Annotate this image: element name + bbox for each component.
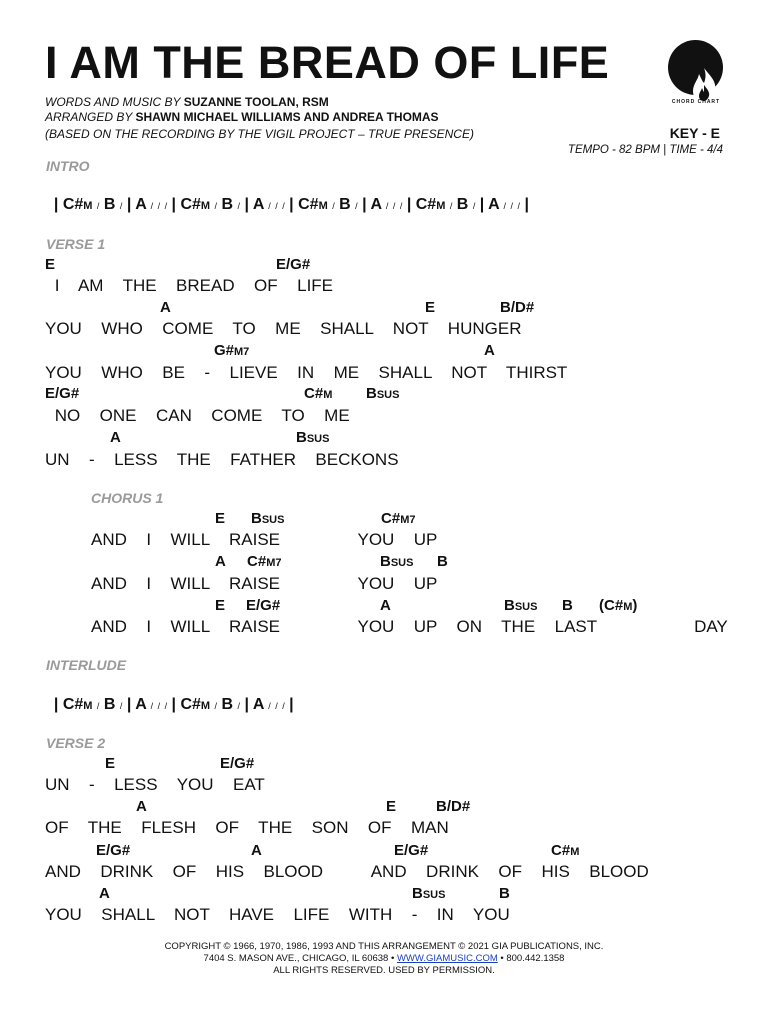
publisher-address: 7404 S. MASON AVE., CHICAGO, IL 60638 • WWW.GIAMUSIC.COM • 800.442.1358: [203, 953, 565, 964]
chord: B: [103, 196, 116, 213]
chord: BSUS: [412, 885, 446, 902]
chord: A: [251, 842, 262, 859]
chord: C#M: [304, 385, 333, 402]
intro-progression: | C#M / B / | A / / / | C#M / B / | A / / / | C#M / B / | A / / / | C#M / B / | A / / / |: [53, 196, 529, 213]
verse1-label: VERSE 1: [46, 236, 106, 252]
chord: C#M: [62, 696, 93, 713]
chord: A: [160, 299, 171, 316]
chord: E: [425, 299, 436, 316]
chord: BSUS: [366, 385, 400, 402]
lyric-line: AND I WILL RAISE YOU UP: [91, 530, 438, 549]
chord: B: [499, 885, 510, 902]
lyric-line: UN - LESS THE FATHER BECKONS: [45, 450, 399, 469]
chord: C#M7: [247, 553, 282, 570]
chord: A: [135, 696, 147, 713]
chord: C#M7: [381, 510, 416, 527]
verse2-label: VERSE 2: [46, 735, 106, 751]
chord: A: [99, 885, 110, 902]
intro-label: INTRO: [46, 158, 90, 174]
lyric-line: UN - LESS YOU EAT: [45, 775, 265, 794]
chord: E/G#: [276, 256, 311, 273]
lyric-line: YOU WHO BE - LIEVE IN ME SHALL NOT THIRST: [45, 363, 568, 382]
words-prefix: WORDS AND MUSIC BY: [45, 95, 184, 109]
logo-caption: CHORD CHART: [671, 99, 721, 105]
lyric-line: YOU SHALL NOT HAVE LIFE WITH - IN YOU: [45, 905, 510, 924]
arrangers: SHAWN MICHAEL WILLIAMS AND ANDREA THOMAS: [135, 110, 439, 124]
chord: B: [562, 597, 573, 614]
chord: BSUS: [380, 553, 414, 570]
bar-line: |: [53, 196, 59, 213]
lyric-line: AND I WILL RAISE YOU UP ON THE LAST DAY: [91, 617, 728, 636]
arranged-credit: [45, 111, 439, 123]
chord: E/G#: [96, 842, 131, 859]
chord: E/G#: [220, 755, 255, 772]
chord: E: [215, 510, 226, 527]
chord: C#M: [415, 196, 446, 213]
chord: E: [45, 256, 56, 273]
chord: E/G#: [45, 385, 80, 402]
interlude-label: INTERLUDE: [46, 657, 127, 673]
chord: B: [103, 696, 116, 713]
chord: A: [110, 429, 121, 446]
lyric-line: AND DRINK OF HIS BLOOD AND DRINK OF HIS BLOOD: [45, 862, 649, 881]
recording-note: (BASED ON THE RECORDING BY THE VIGIL PROJECT – TRUE PRESENCE): [45, 127, 474, 141]
chord: A: [370, 196, 382, 213]
chord: (C#M): [599, 597, 638, 614]
chord: B: [339, 196, 351, 213]
song-key: KEY - E: [669, 125, 720, 141]
chorus1-label: CHORUS 1: [91, 490, 164, 506]
website-link[interactable]: WWW.GIAMUSIC.COM: [396, 953, 498, 964]
arranged-prefix: ARRANGED BY: [45, 110, 136, 124]
chord: C#M: [180, 696, 211, 713]
words-credit: [45, 96, 329, 108]
lyric-line: NO ONE CAN COME TO ME: [45, 406, 350, 425]
chord: A: [488, 196, 500, 213]
chord: E: [386, 798, 397, 815]
lyric-line: YOU WHO COME TO ME SHALL NOT HUNGER: [45, 319, 522, 338]
chord: B: [221, 696, 234, 713]
chord: A: [215, 553, 226, 570]
interlude-progression: | C#M / B / | A / / / | C#M / B / | A / / / |: [53, 696, 294, 713]
chord: B: [456, 196, 469, 213]
chord: A: [484, 342, 495, 359]
chord: A: [380, 597, 391, 614]
chord: G#M7: [214, 342, 250, 359]
chord: C#M: [298, 196, 328, 213]
chord: E/G#: [246, 597, 281, 614]
flame-icon: [668, 40, 723, 95]
chord: E: [215, 597, 226, 614]
lyric-line: I AM THE BREAD OF LIFE: [45, 276, 334, 295]
chord: B: [221, 196, 234, 213]
words-author: SUZANNE TOOLAN, RSM: [183, 95, 329, 109]
chord: C#M: [551, 842, 580, 859]
tempo-time: TEMPO - 82 BPM | TIME - 4/4: [567, 144, 723, 156]
lyric-line: OF THE FLESH OF THE SON OF MAN: [45, 818, 449, 837]
chord: A: [136, 798, 147, 815]
chord: E/G#: [394, 842, 429, 859]
chord: B: [437, 553, 448, 570]
chord: B/D#: [436, 798, 471, 815]
song-title: I AM THE BREAD OF LIFE: [45, 37, 610, 88]
chord: E: [105, 755, 116, 772]
chord: BSUS: [251, 510, 285, 527]
chord: BSUS: [504, 597, 538, 614]
chord: A: [135, 196, 147, 213]
chord: BSUS: [296, 429, 330, 446]
chord: B/D#: [500, 299, 535, 316]
chord: A: [252, 196, 264, 213]
chord: C#M: [62, 196, 93, 213]
lyric-line: AND I WILL RAISE YOU UP: [91, 574, 438, 593]
rights-line: ALL RIGHTS RESERVED. USED BY PERMISSION.: [273, 965, 495, 976]
chord: C#M: [180, 196, 211, 213]
chord: A: [252, 696, 264, 713]
copyright-line: COPYRIGHT © 1966, 1970, 1986, 1993 AND THIS ARRANGEMENT © 2021 GIA PUBLICATIONS, INC.: [164, 941, 604, 952]
